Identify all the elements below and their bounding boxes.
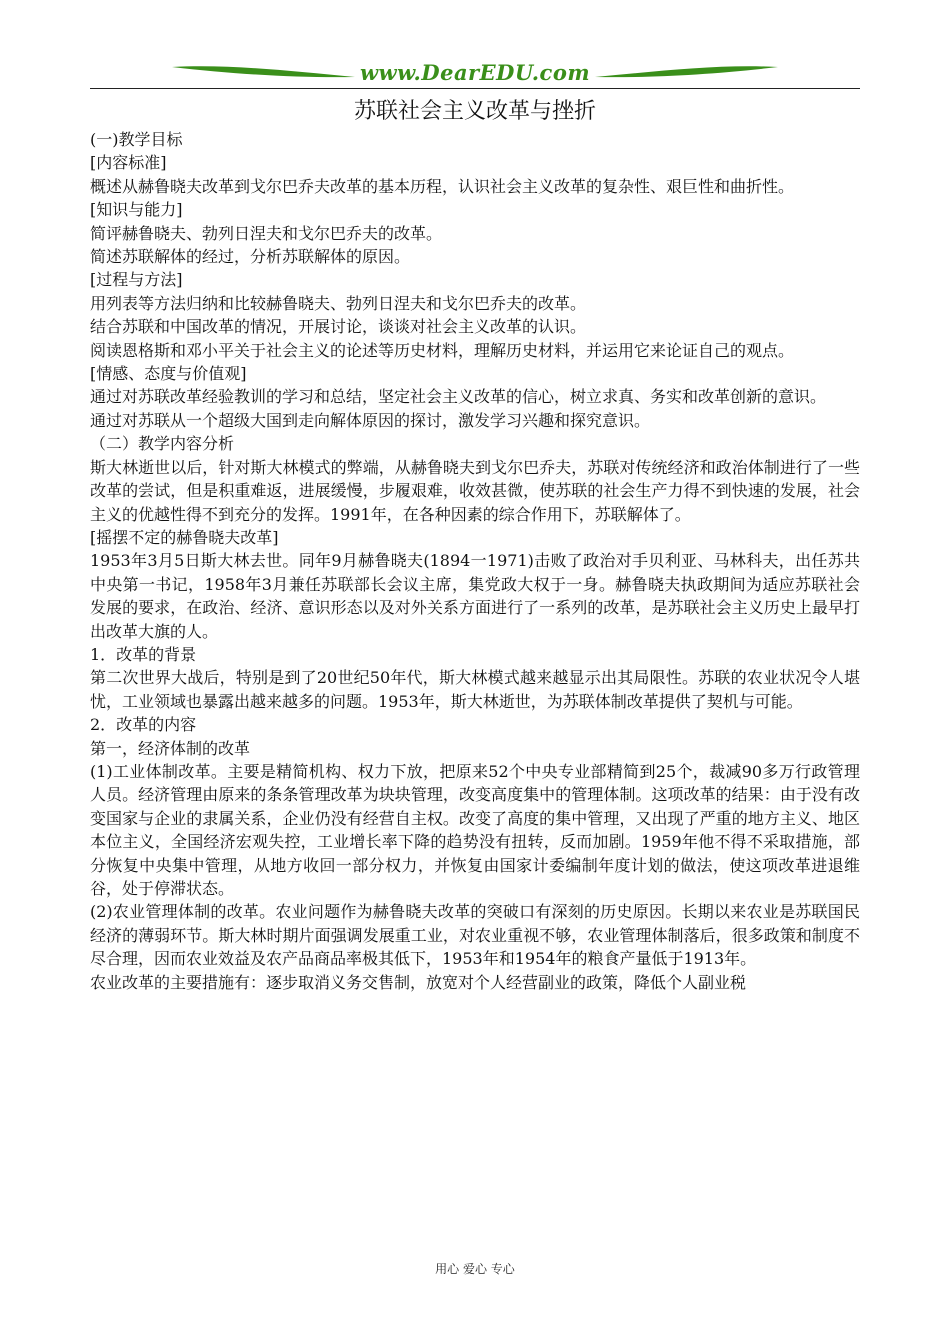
section-heading: （二）教学内容分析 — [90, 434, 235, 454]
paragraph: 通过对苏联改革经验教训的学习和总结，坚定社会主义改革的信心，树立求真、务实和改革创新的意识。 — [90, 387, 827, 407]
section-heading: (一)教学目标 — [90, 130, 183, 149]
paragraph: 用列表等方法归纳和比较赫鲁晓夫、勃列日涅夫和戈尔巴乔夫的改革。 — [90, 293, 587, 313]
paragraph: 通过对苏联从一个超级大国到走向解体原因的探讨，激发学习兴趣和探究意识。 — [90, 410, 651, 430]
subheading: [过程与方法] — [90, 270, 183, 290]
subheading: [知识与能力] — [90, 200, 183, 220]
subheading: [内容标准] — [90, 153, 167, 173]
subheading: [摇摆不定的赫鲁晓夫改革] — [90, 527, 279, 547]
document-title: 苏联社会主义改革与挫折 — [353, 99, 596, 124]
paragraph: 1953年3月5日斯大林去世。同年9月赫鲁晓夫(1894一1971)击败了政治对手贝利亚、马林科夫，出任苏共中央第一书记，1958年3月兼任苏联部长会议主席，集党政大权于一身。赫鲁晓夫执政期间为适应苏联社会发展的要求，在政治、经济、意识形态以及对外关系方面进行了一系列的改革，是苏联社会主义历史上最早打出改革大旗的人。 — [90, 551, 860, 641]
paragraph: (1)工业体制改革。主要是精简机构、权力下放，把原来52个中央专业部精简到25个，裁减90多万行政管理人员。经济管理由原来的条条管理改革为块块管理，改变高度集中的管理体制。这项改革的结果：由于没有改变国家与企业的隶属关系，企业仍没有经营自主权。改变了高度的集中管理，又出现了严重的地方主义、地区本位主义，全国经济宏观失控，工业增长率下降的趋势没有扭转，反而加剧。1959年他不得不采取措施，部分恢复中央集中管理，从地方收回一部分权力，并恢复由国家计委编制年度计划的做法，使这项改革进退维谷，处于停滞状态。 — [90, 761, 860, 898]
numbered-heading: 1．改革的背景 — [90, 644, 197, 664]
paragraph: 农业改革的主要措施有：逐步取消义务交售制，放宽对个人经营副业的政策，降低个人副业税 — [90, 972, 747, 992]
paragraph: 结合苏联和中国改革的情况，开展讨论，谈谈对社会主义改革的认识。 — [90, 317, 587, 337]
paragraph: 第二次世界大战后，特别是到了20世纪50年代，斯大林模式越来越显示出其局限性。苏联的农业状况令人堪忧，工业领域也暴露出越来越多的问题。1953年，斯大林逝世，为苏联体制改革提供了契机与可能。 — [90, 668, 860, 711]
page-footer: 用心 爱心 专心 — [435, 1262, 515, 1276]
header-divider — [90, 88, 860, 89]
paragraph: 简述苏联解体的经过，分析苏联解体的原因。 — [90, 247, 411, 267]
paragraph: 简评赫鲁晓夫、勃列日涅夫和戈尔巴乔夫的改革。 — [90, 223, 443, 243]
paragraph: 第一，经济体制的改革 — [90, 738, 251, 758]
site-url[interactable]: www.DearEDU.com — [359, 60, 591, 85]
paragraph: (2)农业管理体制的改革。农业问题作为赫鲁晓夫改革的突破口有深刻的历史原因。长期以来农业是苏联国民经济的薄弱环节。斯大林时期片面强调发展重工业，对农业重视不够，农业管理体制落后，很多政策和制度不尽合理，因而农业效益及农产品商品率极其低下，1953年和1954年的粮食产量低于1913年。 — [90, 902, 860, 969]
paragraph: 阅读恩格斯和邓小平关于社会主义的论述等历史材料，理解历史材料，并运用它来论证自己的观点。 — [90, 340, 795, 360]
paragraph: 概述从赫鲁晓夫改革到戈尔巴乔夫改革的基本历程，认识社会主义改革的复杂性、艰巨性和曲折性。 — [90, 176, 795, 196]
paragraph: 斯大林逝世以后，针对斯大林模式的弊端，从赫鲁晓夫到戈尔巴乔夫，苏联对传统经济和政治体制进行了一些改革的尝试，但是积重难返，进展缓慢，步履艰难，收效甚微，使苏联的社会生产力得不到快速的发展，社会主义的优越性得不到充分的发挥。1991年，在各种因素的综合作用下，苏联解体了。 — [90, 457, 860, 524]
subheading: [情感、态度与价值观] — [90, 364, 247, 384]
document-body — [90, 128, 860, 994]
site-header — [90, 58, 860, 88]
numbered-heading: 2．改革的内容 — [90, 715, 197, 735]
